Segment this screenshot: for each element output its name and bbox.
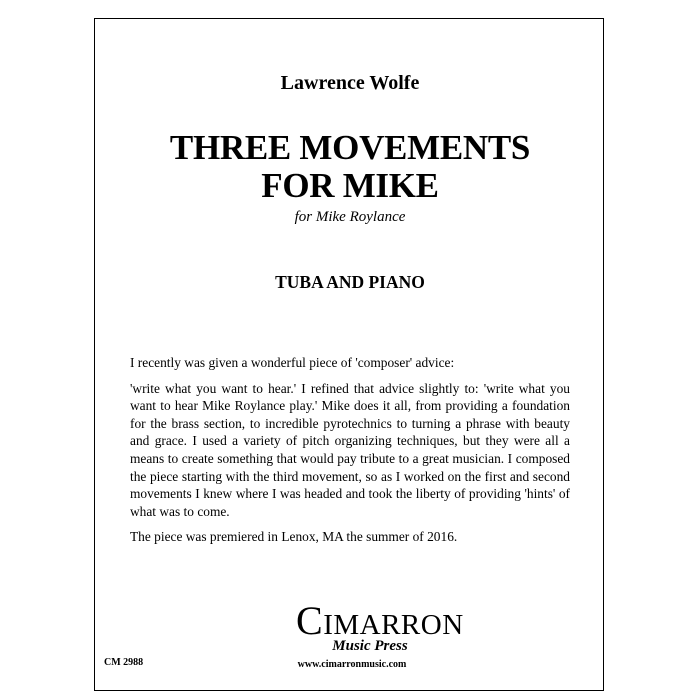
- publisher-logo-initial: C: [296, 598, 324, 643]
- composer-name: Lawrence Wolfe: [280, 72, 420, 94]
- program-notes: [130, 354, 570, 546]
- publisher-logo-wordmark: [296, 598, 464, 643]
- catalog-number: CM 2988: [104, 657, 144, 668]
- page-title: [94, 129, 606, 205]
- notes-premiere: The piece was premiered in Lenox, MA the summer of 2016.: [130, 529, 458, 545]
- title-line-1: THREE MOVEMENTS: [169, 128, 531, 167]
- dedication: for Mike Roylance: [294, 209, 406, 225]
- publisher-logo-rest: IMARRON: [323, 609, 464, 641]
- publisher-logo: [296, 598, 464, 654]
- title-line-2: FOR MIKE: [261, 166, 439, 205]
- notes-body: 'write what you want to hear.' I refined that advice slightly to: 'write what you want to hear Mike Roylance play.' Mike does it all, from providing a foundation for the brass section, to incredible pyrotechnics to turning a phrase with beauty and grace. I used a variety of pitch organizing techniques, but they were all a means to create something that would pay tribute to a great musician. I composed the piece starting with the third movement, so as I worked on the first and second movements I knew where I was headed and took the liberty of providing 'hints' of what was to come.: [130, 380, 570, 519]
- publisher-logo-subtitle: Music Press: [332, 638, 408, 654]
- instrumentation: TUBA AND PIANO: [275, 272, 425, 292]
- publisher-website: www.cimarronmusic.com: [297, 659, 407, 670]
- notes-intro: I recently was given a wonderful piece of 'composer' advice:: [130, 355, 455, 370]
